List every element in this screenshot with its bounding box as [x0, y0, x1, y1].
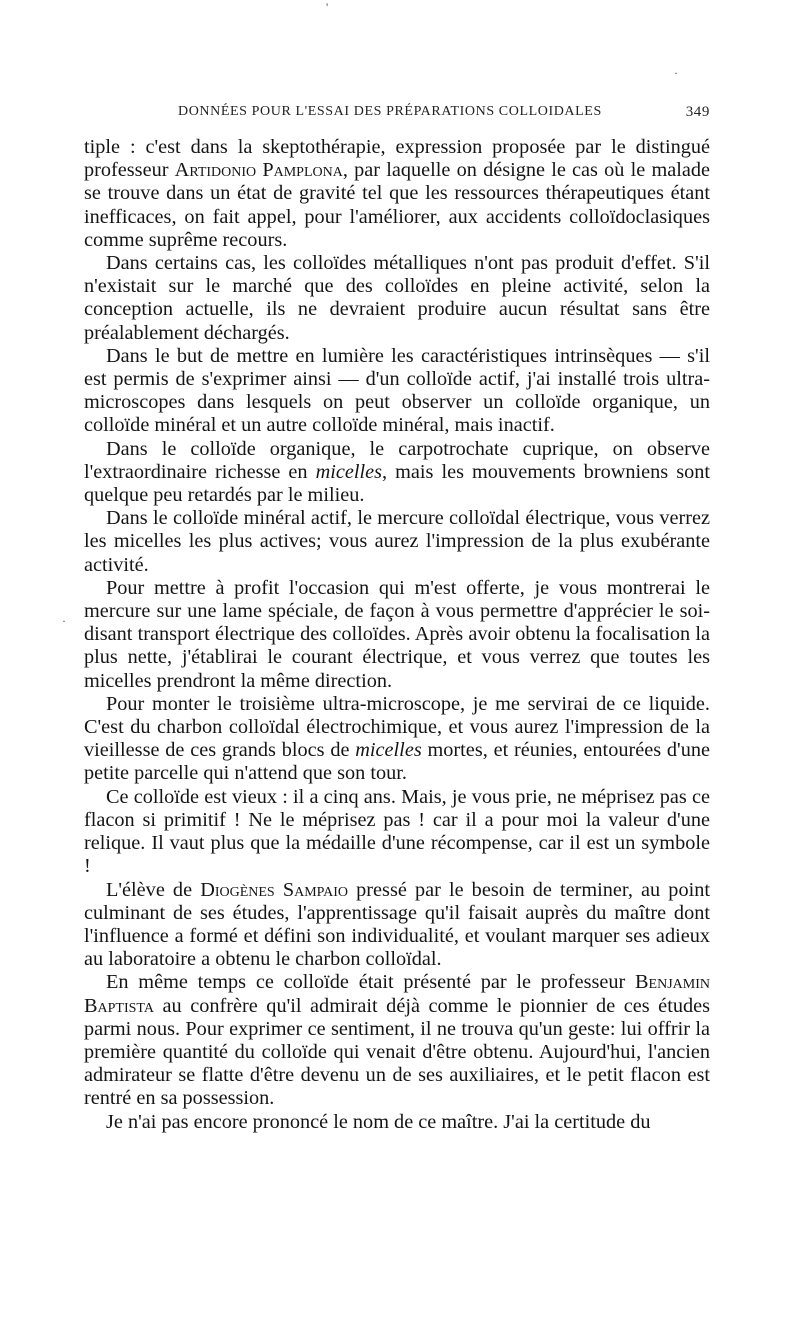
running-header: [84, 98, 710, 122]
scan-speck: ·: [62, 614, 66, 628]
italic-term: micelles: [355, 739, 422, 762]
paragraph: Pour mettre à profit l'occasion qui m'est offerte, je vous montrerai le mercure sur une lame spéciale, de façon à vous permettre d'apprécier le soi-disant transport électrique des colloïdes. Après avoir obtenu la focalisation la plus nette, j'établirai le courant électrique, et vous verrez que toutes les micelles prendront la même direction.: [84, 576, 710, 692]
text-run: , mais les mouvements browniens sont quelque peu retardés par le milieu.: [84, 460, 711, 507]
person-name: Artidonio Pamplona: [174, 159, 343, 182]
text-run: au confrère qu'il admirait déjà comme le pionnier de ces études parmi nous. Pour exprimer ce sentiment, il ne trouva qu'un geste: lui offrir la première quantité du colloïde qui venait d'être obtenu. Aujourd'hui, l'ancien admirateur se flatte d'être devenu un de ses auxiliaires, et le petit flacon est rentré en sa possession.: [84, 994, 710, 1110]
paragraph: [84, 879, 710, 972]
text-run: pressé par le besoin de terminer, au point culminant de ses études, l'apprentissage qu'il faisait auprès du maître dont l'influence a formé et défini son individualité, et voulant marquer ses adieux au laboratoire a obtenu le charbon colloïdal.: [84, 878, 710, 971]
paragraph: [84, 693, 710, 786]
running-title: DONNÉES POUR L'ESSAI DES PRÉPARATIONS COLLOIDALES: [178, 104, 602, 119]
paragraph-continuation: [84, 136, 710, 252]
paragraph: [84, 971, 710, 1110]
scan-speck: ·: [674, 66, 678, 80]
text-run: L'élève de: [106, 878, 201, 901]
text-run: , par laquelle on désigne le cas où le malade se trouve dans un état de gravité tel que les ressources thérapeutiques étant inefficaces, on fait appel, pour l'améliorer, aux accidents colloïdoclasiques comme suprême recours.: [84, 159, 710, 251]
text-run: mortes, et réunies, entourées d'une petite parcelle qui n'attend que son tour.: [84, 739, 710, 785]
page-number: 349: [685, 104, 710, 120]
paragraph: Ce colloïde est vieux : il a cinq ans. Mais, je vous prie, ne méprisez pas ce flacon si primitif ! Ne le méprisez pas ! car il a pour moi la valeur d'une relique. Il vaut plus que la médaille d'une récompense, car il est un symbole !: [84, 785, 710, 878]
person-name: Benjamin Baptista: [84, 971, 710, 1017]
scan-speck: ': [326, 0, 329, 14]
person-name: Diogènes Sampaio: [200, 878, 349, 901]
paragraph: [84, 438, 710, 508]
italic-term: micelles: [315, 460, 383, 483]
paragraph-last: Je n'ai pas encore prononcé le nom de ce maître. J'ai la certitude du: [106, 1110, 651, 1133]
text-run: En même temps ce colloïde était présenté par le professeur: [106, 971, 636, 994]
text-run: Pour monter le troisième ultra-microscope, je me servirai de ce liquide. C'est du charbon colloïdal électrochimique, et vous aurez l'impression de la vieillesse de ces grands blocs de: [84, 692, 710, 762]
paragraph: Dans le but de mettre en lumière les caractéristiques intrinsèques — s'il est permis de s'exprimer ainsi — d'un colloïde actif, j'ai installé trois ultra-microscopes dans lesquels on peut observer un colloïde organique, un colloïde minéral et un autre colloïde minéral, mais inactif.: [84, 344, 710, 437]
text-run: tiple : c'est dans la skeptothérapie, expression proposée par le distingué professeur: [84, 136, 710, 182]
body-text: [84, 136, 710, 1134]
paragraph: Dans certains cas, les colloïdes métalliques n'ont pas produit d'effet. S'il n'existait sur le marché que des colloïdes en pleine activité, selon la conception actuelle, ils ne devraient produire aucun résultat sans être préalablement déchargés.: [84, 252, 710, 344]
paragraph: Dans le colloïde minéral actif, le mercure colloïdal électrique, vous verrez les micelles les plus actives; vous aurez l'impression de la plus exubérante activité.: [84, 507, 710, 576]
book-page: [84, 98, 710, 1134]
text-run: Dans le colloïde organique, le carpotrochate cuprique, on observe l'extraordinaire richesse en: [84, 437, 710, 483]
